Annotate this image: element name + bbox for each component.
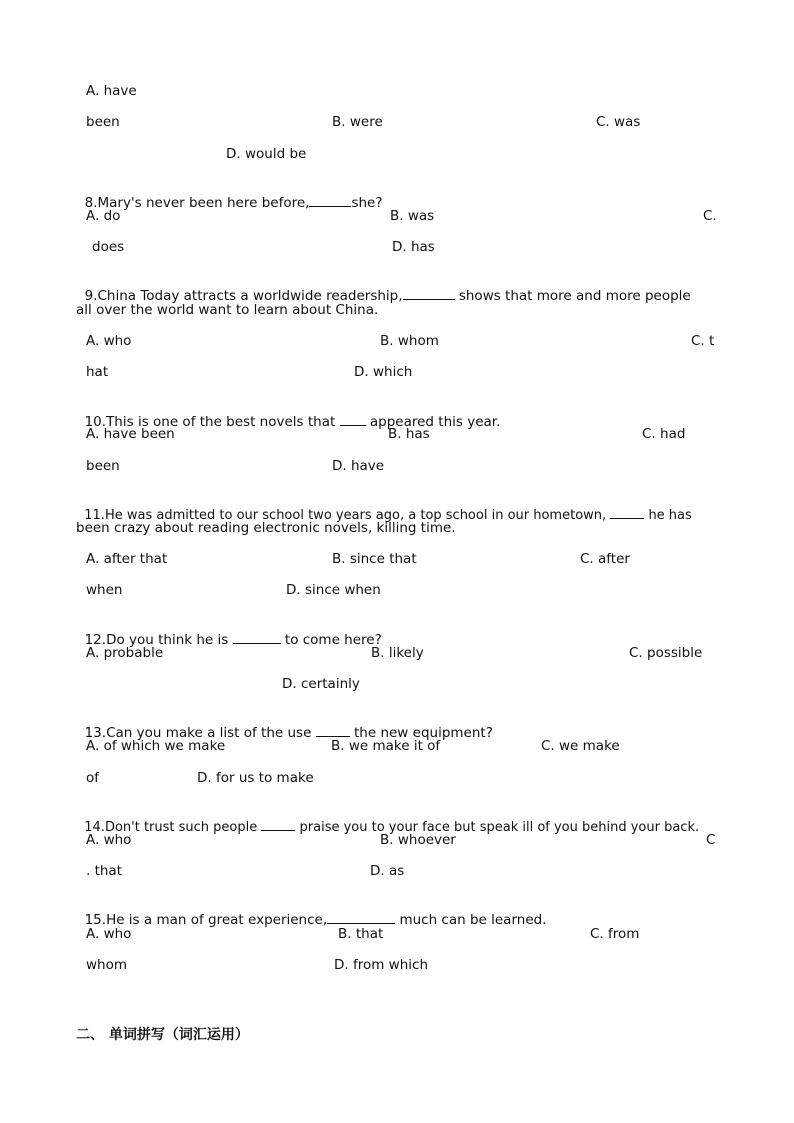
q12-option-c: C. possible	[629, 645, 703, 661]
q10-option-d: D. have	[332, 458, 385, 474]
q14-option-c: C	[706, 832, 716, 848]
q14-stem-part2: praise you to your face but speak ill of you behind your back.	[299, 820, 700, 835]
q8-option-c-cont: does	[92, 239, 125, 255]
q15-option-d: D. from which	[334, 957, 429, 973]
q9-stem-cont: all over the world want to learn about China.	[76, 302, 379, 318]
q10-option-c-cont: been	[86, 458, 120, 474]
q8-option-c: C.	[703, 208, 717, 224]
q11-stem-part2: he has	[648, 508, 692, 523]
q12-stem-part1: 12.Do you think he is	[84, 632, 229, 648]
q7-option-a: A. have	[86, 83, 137, 99]
q9-option-c: C. t	[691, 333, 715, 349]
q8-option-a: A. do	[86, 208, 121, 224]
answer-blank	[610, 506, 644, 519]
q11-option-d: D. since when	[286, 582, 381, 598]
q8-stem-part1: 8.Mary's never been here before,	[84, 195, 310, 211]
q10-option-b: B. has	[388, 426, 430, 442]
q12-option-d: D. certainly	[282, 676, 360, 692]
q9-option-c-cont: hat	[86, 364, 109, 380]
q11-option-c-cont: when	[86, 582, 123, 598]
q12-option-a: A. probable	[86, 645, 164, 661]
q15-stem-part1: 15.He is a man of great experience,	[84, 912, 328, 928]
q8-stem	[76, 176, 383, 212]
q13-option-b: B. we make it of	[331, 738, 441, 754]
q9-stem-part1: 9.China Today attracts a worldwide readership,	[84, 288, 403, 304]
q12-stem-part2: to come here?	[284, 632, 382, 648]
answer-blank	[233, 631, 281, 644]
q13-stem-part1: 13.Can you make a list of the use	[84, 725, 312, 741]
q11-stem-cont: been crazy about reading electronic novels, killing time.	[76, 520, 456, 536]
q10-stem-part2: appeared this year.	[369, 414, 501, 430]
q10-option-c: C. had	[642, 426, 686, 442]
q9-option-d: D. which	[354, 364, 413, 380]
q9-option-b: B. whom	[380, 333, 439, 349]
q7-option-b: B. were	[332, 114, 383, 130]
answer-blank	[340, 413, 366, 426]
q13-stem-part2: the new equipment?	[354, 725, 493, 741]
q13-option-a: A. of which we make	[86, 738, 226, 754]
q14-stem-part1: 14.Don't trust such people	[84, 820, 258, 835]
q8-option-b: B. was	[390, 208, 435, 224]
q15-option-c: C. from	[590, 926, 640, 942]
q12-option-b: B. likely	[371, 645, 424, 661]
q9-option-a: A. who	[86, 333, 132, 349]
answer-blank	[403, 287, 455, 300]
q15-option-a: A. who	[86, 926, 132, 942]
answer-blank	[316, 724, 350, 737]
q7-option-a-cont: been	[86, 114, 120, 130]
q13-option-c-cont: of	[86, 770, 100, 786]
q7-option-d: D. would be	[226, 146, 307, 162]
q11-option-c: C. after	[580, 551, 630, 567]
q9-stem	[76, 269, 691, 305]
answer-blank	[327, 911, 395, 924]
q14-option-b: B. whoever	[380, 832, 456, 848]
q13-option-d: D. for us to make	[197, 770, 314, 786]
q8-option-d: D. has	[392, 239, 435, 255]
q11-stem-part1: 11.He was admitted to our school two years ago, a top school in our hometown,	[84, 508, 607, 523]
q14-option-d: D. as	[370, 863, 405, 879]
answer-blank	[309, 194, 351, 207]
q10-option-a: A. have been	[86, 426, 175, 442]
section-two-heading: 二、 单词拼写（词汇运用）	[76, 1027, 249, 1043]
answer-blank	[261, 818, 295, 831]
q15-option-c-cont: whom	[86, 957, 128, 973]
q13-option-c: C. we make	[541, 738, 620, 754]
q14-option-a: A. who	[86, 832, 132, 848]
q15-stem	[76, 893, 547, 929]
q15-option-b: B. that	[338, 926, 384, 942]
q11-option-a: A. after that	[86, 551, 168, 567]
q8-stem-part2: she?	[351, 195, 383, 211]
q14-option-c-cont: . that	[86, 863, 122, 879]
q9-stem-part2: shows that more and more people	[458, 288, 691, 304]
q7-option-c: C. was	[596, 114, 641, 130]
q11-option-b: B. since that	[332, 551, 417, 567]
q15-stem-part2: much can be learned.	[399, 912, 547, 928]
q10-stem-part1: 10.This is one of the best novels that	[84, 414, 336, 430]
